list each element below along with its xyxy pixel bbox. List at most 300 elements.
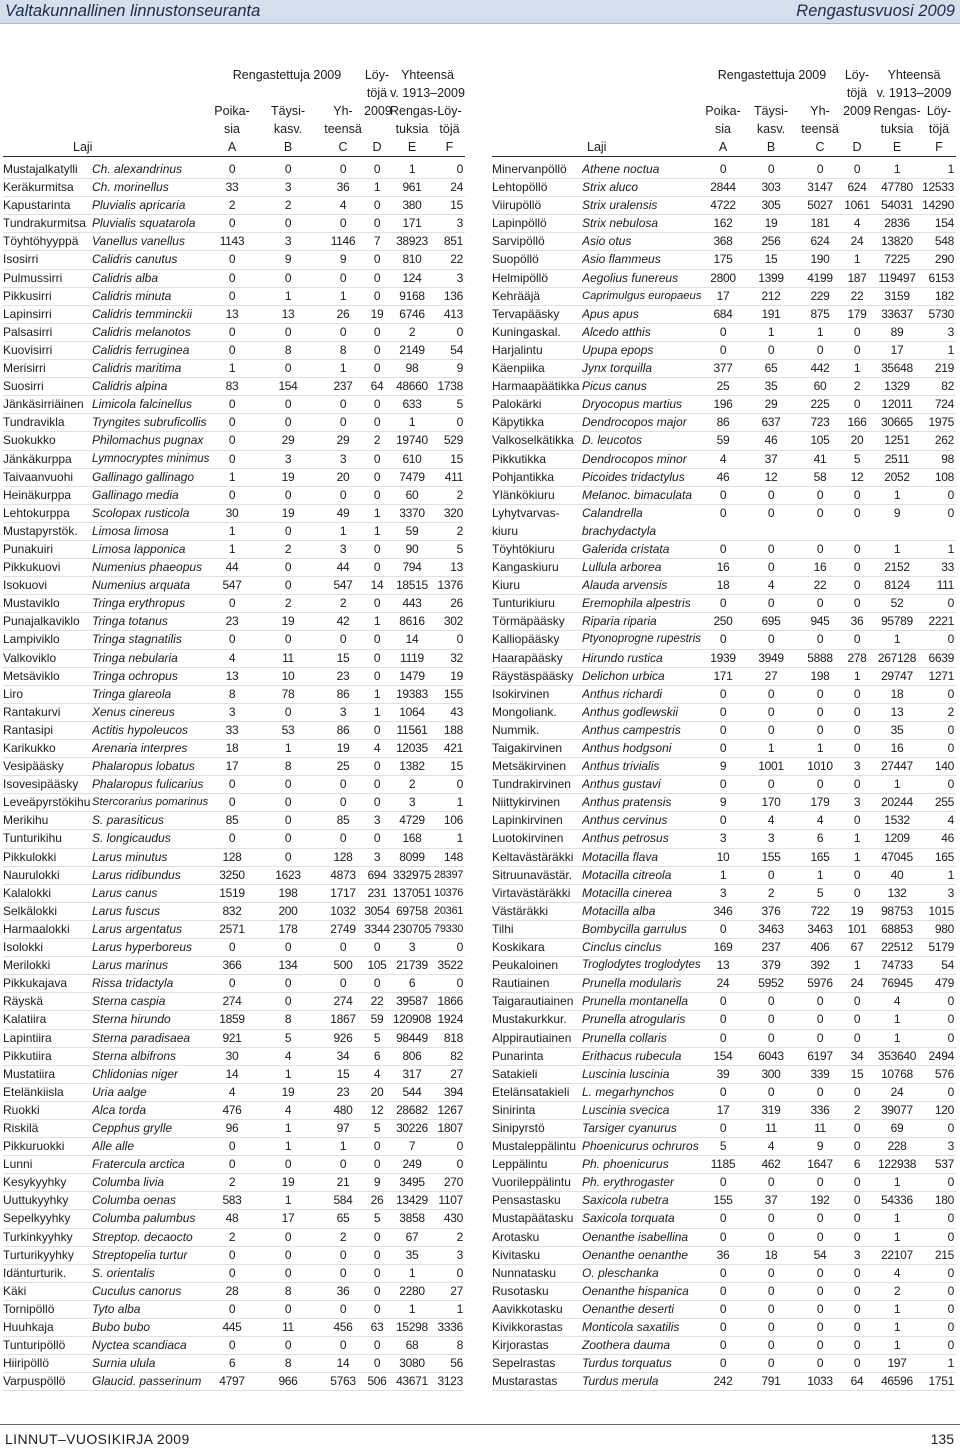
ringed-total: 547	[333, 578, 353, 593]
recoveries-2009: 3344	[364, 921, 390, 936]
recoveries-2009: 3	[373, 813, 381, 828]
ringed-nestlings: 0	[719, 1012, 727, 1027]
ringed-total: 25	[336, 759, 350, 774]
species-row	[492, 704, 956, 722]
latin-name: Ph. phoenicurus	[582, 1157, 669, 1172]
ringed-total: 1647	[807, 1157, 833, 1172]
species-row	[492, 631, 956, 649]
ringed-nestlings: 0	[228, 831, 236, 846]
total-ringings: 124	[402, 270, 422, 285]
recoveries-2009: 0	[853, 1301, 861, 1316]
recoveries-2009: 0	[373, 596, 381, 611]
latin-name: Surnia ulula	[92, 1356, 156, 1371]
species-name: Pensastasku	[492, 1193, 561, 1208]
ringed-fullgrown: 5952	[758, 976, 784, 991]
total-recoveries: 0	[947, 1120, 954, 1135]
ringed-nestlings: 14	[225, 1066, 239, 1081]
species-row	[3, 1229, 465, 1247]
recoveries-2009: 3	[853, 795, 861, 810]
table-header	[492, 66, 956, 156]
header-spacer	[3, 66, 210, 84]
ringed-total: 456	[333, 1320, 353, 1334]
recoveries-2009: 0	[373, 976, 381, 991]
ringed-nestlings: 0	[719, 1084, 727, 1099]
ringed-fullgrown: 0	[284, 1338, 292, 1353]
ringed-total: 86	[336, 686, 350, 701]
ringed-total: 2	[339, 1229, 347, 1244]
ringed-nestlings: 0	[719, 1229, 727, 1244]
latin-name: Dryocopus martius	[582, 397, 683, 412]
header-letter-a: A	[718, 140, 728, 154]
total-ringings: 98753	[881, 903, 913, 918]
running-header-right-title: Rengastusvuosi 2009	[796, 2, 955, 20]
ringed-nestlings: 0	[228, 1338, 236, 1353]
total-ringings: 1251	[884, 433, 910, 448]
recoveries-2009: 19	[370, 306, 384, 321]
total-recoveries: 5	[456, 397, 463, 412]
latin-name: Tringa erythropus	[92, 596, 186, 611]
latin-name: Cepphus grylle	[92, 1120, 173, 1135]
recoveries-2009: 105	[367, 958, 387, 973]
recoveries-2009: 19	[850, 903, 864, 918]
total-recoveries: 1	[456, 795, 463, 810]
species-row	[3, 1210, 465, 1228]
total-ringings: 794	[402, 560, 422, 575]
total-ringings: 8616	[399, 614, 425, 629]
ringed-nestlings: 547	[222, 578, 242, 593]
header-col-e: Rengas-	[390, 104, 438, 118]
latin-name: Sterna paradisaea	[92, 1030, 191, 1045]
total-recoveries: 3	[947, 324, 954, 339]
recoveries-2009: 12	[850, 469, 864, 484]
latin-name: Rissa tridactyla	[92, 976, 174, 991]
ringed-total: 6	[816, 831, 824, 846]
latin-name-line: brachydactyla	[582, 523, 657, 538]
total-recoveries: 79330	[434, 922, 464, 935]
ringed-total: 0	[339, 1157, 347, 1172]
ringed-fullgrown: 1	[284, 741, 292, 755]
ringed-fullgrown: 637	[761, 415, 781, 430]
ringed-nestlings: 16	[716, 560, 730, 575]
species-name: Kapustarinta	[3, 198, 71, 213]
latin-name: Erithacus rubecula	[582, 1048, 682, 1063]
species-row	[3, 523, 465, 541]
species-name: Alppirautiainen	[492, 1030, 572, 1045]
ringed-total: 1	[816, 867, 824, 882]
total-recoveries: 1376	[437, 578, 463, 593]
ringed-fullgrown: 0	[767, 632, 775, 647]
total-ringings: 1	[893, 1338, 901, 1353]
ringed-nestlings: 33	[225, 180, 239, 195]
ringed-fullgrown: 0	[767, 487, 775, 502]
header-spacer	[3, 120, 210, 138]
total-ringings: 353640	[877, 1048, 917, 1063]
latin-name: Anthus trivialis	[582, 759, 660, 774]
ringed-fullgrown: 0	[767, 1030, 775, 1045]
latin-name: Gallinago gallinago	[92, 469, 195, 484]
header-spacer	[210, 84, 364, 102]
ringed-total: 0	[816, 1265, 824, 1280]
latin-name: Alcedo atthis	[582, 324, 651, 339]
recoveries-2009: 694	[367, 867, 387, 882]
species-row	[3, 1102, 465, 1120]
species-name: Peukaloinen	[492, 958, 559, 973]
total-ringings: 1	[893, 632, 901, 647]
species-row	[492, 1283, 956, 1301]
ringed-total: 5	[816, 885, 824, 900]
ringed-total: 392	[810, 958, 830, 973]
species-name: Kalalokki	[3, 885, 52, 900]
ringed-fullgrown: 3463	[758, 921, 784, 936]
recoveries-2009: 0	[853, 505, 861, 520]
header-spacer	[492, 102, 702, 120]
species-row	[3, 451, 465, 469]
ringed-total: 5027	[807, 198, 833, 213]
species-row	[3, 885, 465, 903]
header-rule	[3, 156, 465, 157]
total-recoveries: 15	[450, 759, 463, 774]
total-recoveries: 0	[947, 686, 954, 701]
recoveries-2009: 0	[853, 1356, 861, 1371]
species-row	[492, 758, 956, 776]
species-name: Ruokki	[3, 1102, 40, 1117]
total-recoveries: 479	[934, 976, 954, 991]
species-name: Tunturipöllö	[3, 1338, 66, 1353]
ringed-total: 0	[339, 831, 347, 846]
ringed-nestlings: 0	[719, 994, 727, 1009]
ringed-fullgrown: 0	[284, 487, 292, 502]
species-name: Punajalkaviklo	[3, 614, 80, 629]
recoveries-2009: 0	[373, 198, 381, 213]
species-row	[3, 577, 465, 595]
total-recoveries: 1271	[928, 668, 954, 683]
ringed-nestlings: 0	[719, 324, 727, 339]
latin-name: Sterna albifrons	[92, 1048, 177, 1063]
ringed-nestlings: 0	[719, 342, 727, 357]
ringed-nestlings: 85	[225, 813, 239, 828]
total-ringings: 961	[402, 180, 422, 195]
total-recoveries: 15	[450, 198, 463, 213]
recoveries-2009: 187	[847, 270, 867, 285]
header-spacer	[492, 66, 702, 84]
species-name: Töyhtöhyyppä	[3, 234, 79, 249]
species-row	[3, 251, 465, 269]
total-recoveries: 0	[947, 505, 954, 520]
species-name: Harjalintu	[492, 342, 543, 357]
total-ringings: 33637	[881, 306, 913, 321]
ringed-nestlings: 368	[713, 234, 733, 249]
total-recoveries: 262	[934, 433, 954, 448]
ringed-fullgrown: 0	[767, 686, 775, 701]
total-recoveries: 26	[450, 596, 463, 611]
ringed-nestlings: 3	[719, 885, 727, 900]
ringed-nestlings: 1	[228, 541, 236, 556]
ringed-total: 2	[339, 596, 347, 611]
ringed-nestlings: 30	[225, 1048, 239, 1063]
ringed-fullgrown: 1	[284, 288, 292, 303]
recoveries-2009: 0	[373, 252, 381, 267]
species-name: Punarinta	[492, 1048, 544, 1063]
total-ringings: 2152	[884, 560, 910, 575]
total-recoveries: 302	[443, 614, 463, 629]
total-ringings: 30226	[396, 1120, 428, 1135]
latin-name: Anthus pratensis	[582, 795, 672, 810]
total-recoveries: 5730	[928, 306, 954, 321]
total-recoveries: 0	[947, 1030, 954, 1045]
latin-name: D. leucotos	[582, 433, 643, 448]
recoveries-2009: 506	[367, 1374, 387, 1389]
recoveries-2009: 0	[373, 397, 381, 412]
species-row	[492, 613, 956, 631]
ringed-nestlings: 1	[228, 361, 236, 376]
species-row	[492, 306, 956, 324]
species-name: Taivaanvuohi	[3, 469, 74, 484]
page-number: 135	[930, 1431, 954, 1447]
total-ringings: 2836	[884, 216, 910, 231]
total-ringings: 19383	[396, 686, 428, 701]
ringed-total: 3147	[807, 180, 833, 195]
species-row	[492, 595, 956, 613]
ringed-fullgrown: 46	[764, 433, 778, 448]
ringed-nestlings: 46	[716, 469, 730, 484]
latin-name: Eremophila alpestris	[582, 596, 691, 611]
ringed-total: 36	[336, 180, 350, 195]
latin-name: Motacilla cinerea	[582, 885, 673, 900]
species-row	[492, 1373, 956, 1391]
header-col-a: sia	[224, 122, 240, 136]
species-row	[3, 1011, 465, 1029]
species-row	[3, 740, 465, 758]
species-row	[3, 324, 465, 342]
species-row	[492, 1265, 956, 1283]
total-ringings: 22512	[881, 940, 913, 955]
species-name: Räyskä	[3, 994, 44, 1009]
ringed-nestlings: 0	[719, 1320, 727, 1334]
ringed-fullgrown: 0	[284, 324, 292, 339]
species-name: Mustapyrstök.	[3, 523, 78, 538]
species-row	[492, 1120, 956, 1138]
species-row	[3, 360, 465, 378]
total-ringings: 47045	[881, 849, 913, 864]
ringed-fullgrown: 0	[767, 777, 775, 792]
recoveries-2009: 1	[853, 831, 861, 846]
ringed-fullgrown: 37	[764, 451, 778, 466]
total-recoveries: 140	[934, 759, 954, 774]
latin-name: Larus minutus	[92, 849, 168, 864]
total-ringings: 12011	[881, 397, 913, 412]
latin-name: Alauda arvensis	[582, 578, 668, 593]
species-name: Kuovisirri	[3, 342, 53, 357]
total-ringings: 197	[887, 1356, 907, 1371]
ringed-nestlings: 0	[719, 596, 727, 611]
recoveries-2009: 0	[373, 1229, 381, 1244]
ringed-total: 29	[336, 433, 350, 448]
total-recoveries: 6639	[928, 650, 954, 665]
total-ringings: 610	[402, 451, 422, 466]
latin-name: Anthus cervinus	[582, 813, 668, 828]
ringed-total: 128	[333, 849, 353, 864]
total-recoveries: 290	[934, 252, 954, 267]
latin-name: Turdus merula	[582, 1374, 659, 1389]
ringed-fullgrown: 3	[284, 234, 292, 249]
latin-name: Cinclus cinclus	[582, 940, 662, 955]
ringed-fullgrown: 0	[767, 1211, 775, 1226]
species-row	[3, 1138, 465, 1156]
ringed-nestlings: 366	[222, 958, 242, 973]
ringed-nestlings: 0	[719, 1338, 727, 1353]
ringed-fullgrown: 1	[767, 324, 775, 339]
total-recoveries: 15	[450, 451, 463, 466]
total-recoveries: 33	[941, 560, 954, 575]
species-name: Kesykyyhky	[3, 1175, 67, 1190]
ringed-nestlings: 4722	[710, 198, 736, 213]
ringed-fullgrown: 0	[767, 1229, 775, 1244]
latin-name: Tringa stagnatilis	[92, 632, 182, 647]
ringed-nestlings: 1939	[710, 650, 736, 665]
ringed-fullgrown: 27	[764, 668, 778, 683]
table-header-row	[492, 102, 956, 120]
total-ringings: 443	[402, 596, 422, 611]
table-header-row	[492, 138, 956, 156]
latin-name: Motacilla flava	[582, 849, 659, 864]
total-ringings: 1	[408, 1265, 416, 1280]
latin-name: Anthus richardi	[582, 686, 663, 701]
recoveries-2009: 0	[373, 668, 381, 683]
ringed-nestlings: 0	[228, 1247, 236, 1262]
total-ringings: 29747	[881, 668, 913, 683]
recoveries-2009: 22	[850, 288, 864, 303]
header-totals-period: v. 1913–2009	[390, 86, 465, 100]
species-name: Leppälintu	[492, 1157, 548, 1172]
species-row	[492, 288, 956, 306]
ringed-nestlings: 377	[713, 361, 733, 376]
ringed-total: 1032	[330, 903, 356, 918]
species-name: Jänkäsirriäinen	[3, 397, 84, 412]
ringed-nestlings: 5	[719, 1139, 727, 1154]
ringed-nestlings: 346	[713, 903, 733, 918]
latin-name: Tringa glareola	[92, 686, 172, 701]
header-col-e: Rengas-	[873, 104, 921, 118]
species-name: Lapinpöllö	[492, 216, 547, 231]
species-name: Valkoviklo	[3, 650, 57, 665]
latin-name: Limosa lapponica	[92, 541, 186, 556]
latin-name: Tryngites subruficollis	[92, 415, 207, 430]
latin-name: Calidris alpina	[92, 379, 168, 394]
ringed-total: 0	[339, 397, 347, 412]
ringed-fullgrown: 11	[282, 650, 294, 665]
recoveries-2009: 0	[853, 1084, 861, 1099]
ringed-total: 0	[816, 686, 824, 701]
total-ringings: 1	[408, 162, 416, 176]
species-name: Merikihu	[3, 813, 49, 828]
ringed-total: 624	[810, 234, 830, 249]
ringed-nestlings: 0	[228, 288, 236, 303]
species-row	[3, 1337, 465, 1355]
header-letter-e: E	[407, 140, 417, 154]
species-name: Kalatiira	[3, 1012, 47, 1027]
total-recoveries: 108	[934, 469, 954, 484]
ringed-nestlings: 0	[719, 541, 727, 556]
species-row	[492, 1301, 956, 1319]
recoveries-2009: 1	[373, 704, 381, 719]
ringed-nestlings: 9	[719, 795, 727, 810]
species-name: Isosirri	[3, 252, 39, 267]
total-ringings: 3159	[884, 288, 910, 303]
latin-name: Sterna hirundo	[92, 1012, 171, 1027]
species-name: Törmäpääsky	[492, 614, 565, 629]
total-recoveries: 0	[947, 487, 954, 502]
species-row	[3, 849, 465, 867]
total-ringings: 90	[405, 541, 419, 556]
total-ringings: 3080	[399, 1356, 425, 1371]
species-row	[492, 1337, 956, 1355]
recoveries-2009: 5	[373, 1120, 381, 1135]
ringed-nestlings: 0	[228, 252, 236, 267]
species-name: Leveäpyrstökihu	[3, 795, 91, 810]
ringed-total: 42	[336, 614, 350, 629]
species-name: Koskikara	[492, 940, 545, 955]
ringed-nestlings: 4797	[219, 1374, 245, 1389]
ringed-total: 0	[816, 505, 824, 520]
ringed-nestlings: 17	[716, 1102, 730, 1117]
ringed-fullgrown: 4	[284, 1048, 292, 1063]
latin-name: Prunella atrogularis	[582, 1012, 686, 1027]
ringed-fullgrown: 1	[284, 1120, 292, 1135]
total-ringings: 14	[405, 632, 419, 647]
species-row	[3, 650, 465, 668]
latin-name: Prunella collaris	[582, 1030, 667, 1045]
total-ringings: 59	[405, 523, 419, 538]
species-name: Uuttukyyhky	[3, 1193, 69, 1208]
latin-name: Calidris ferruginea	[92, 342, 190, 357]
ringed-total: 6197	[807, 1048, 833, 1063]
ringed-total: 1	[339, 523, 347, 538]
total-recoveries: 1	[947, 541, 954, 556]
latin-name: Asio otus	[582, 234, 632, 249]
total-ringings: 1	[893, 1175, 901, 1190]
species-row	[3, 631, 465, 649]
ringed-fullgrown: 0	[284, 216, 292, 231]
total-ringings: 9168	[399, 288, 425, 303]
ringed-total: 0	[816, 487, 824, 502]
species-row	[3, 1030, 465, 1048]
total-recoveries: 56	[450, 1356, 463, 1371]
recoveries-2009: 1	[373, 523, 381, 538]
total-recoveries: 82	[450, 1048, 463, 1063]
species-name: Käenpiika	[492, 361, 545, 376]
species-name: Lapintiira	[3, 1030, 52, 1045]
total-ringings: 68	[405, 1338, 419, 1353]
header-col-f: Löy-	[926, 104, 952, 118]
ringed-total: 3	[339, 541, 347, 556]
species-name: Tunturikiuru	[492, 596, 555, 611]
total-recoveries: 0	[947, 741, 954, 755]
ringed-fullgrown: 0	[767, 994, 775, 1009]
ringed-nestlings: 2800	[710, 270, 736, 285]
species-row	[492, 1138, 956, 1156]
ringed-fullgrown: 212	[761, 288, 781, 303]
total-ringings: 1	[893, 541, 901, 556]
latin-name: Tarsiger cyanurus	[582, 1120, 677, 1135]
species-name: Viirupöllö	[492, 198, 542, 213]
total-recoveries: 0	[456, 1265, 463, 1280]
recoveries-2009: 0	[853, 686, 861, 701]
ringed-fullgrown: 303	[761, 180, 781, 195]
species-name: Kivitasku	[492, 1247, 541, 1262]
species-name: Virtavästäräkki	[492, 885, 571, 900]
total-recoveries: 320	[443, 505, 463, 520]
total-recoveries: 3	[947, 1139, 954, 1154]
